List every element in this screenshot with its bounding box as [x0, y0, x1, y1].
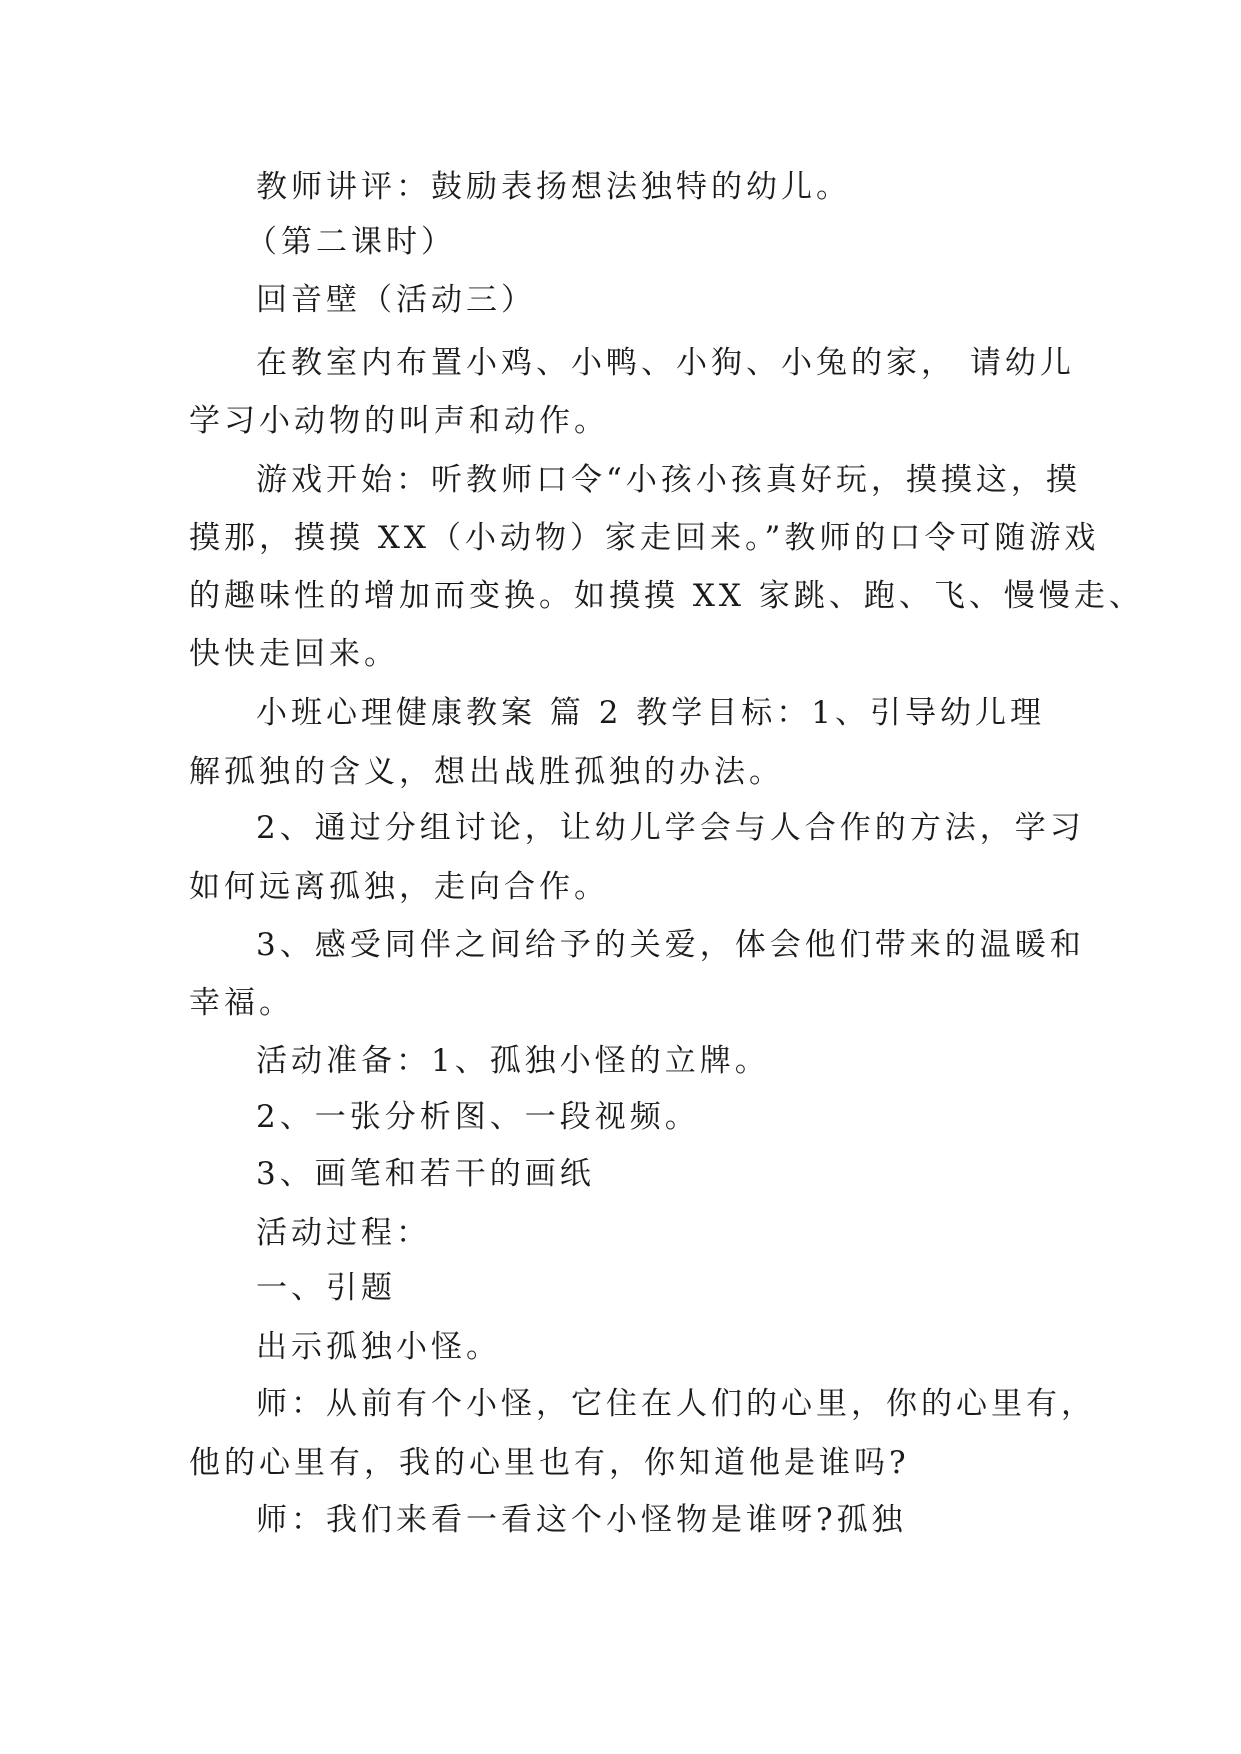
text-line: 的趣味性的增加而变换。如摸摸 XX 家跳、跑、飞、慢慢走、	[189, 578, 1144, 614]
text-line: 解孤独的含义，想出战胜孤独的办法。	[189, 754, 784, 790]
text-line: 如何远离孤独，走向合作。	[189, 869, 609, 905]
text-line: 2、一张分析图、一段视频。	[256, 1099, 700, 1135]
text-line: （第二课时）	[246, 224, 456, 260]
text-line: 一、引题	[256, 1270, 396, 1306]
text-line: 教师讲评：鼓励表扬想法独特的幼儿。	[256, 169, 851, 205]
text-line: 活动过程：	[256, 1215, 431, 1251]
text-line: 2、通过分组讨论，让幼儿学会与人合作的方法，学习	[256, 810, 1085, 846]
text-line: 幸福。	[189, 985, 294, 1021]
text-line: 学习小动物的叫声和动作。	[189, 403, 609, 439]
text-line: 3、感受同伴之间给予的关爱，体会他们带来的温暖和	[256, 927, 1085, 963]
text-line: 3、画笔和若干的画纸	[256, 1156, 595, 1192]
text-line: 出示孤独小怪。	[256, 1329, 501, 1365]
text-line: 师：从前有个小怪，它住在人们的心里，你的心里有，	[256, 1386, 1096, 1422]
text-line: 小班心理健康教案 篇 2 教学目标：1、引导幼儿理	[256, 695, 1046, 731]
text-line: 游戏开始：听教师口令“小孩小孩真好玩，摸摸这，摸	[256, 462, 1081, 498]
text-line: 师：我们来看一看这个小怪物是谁呀?孤独	[256, 1502, 907, 1538]
text-line: 摸那，摸摸 XX（小动物）家走回来。”教师的口令可随游戏	[189, 520, 1100, 556]
text-line: 他的心里有，我的心里也有，你知道他是谁吗?	[189, 1445, 910, 1481]
text-line: 回音壁（活动三）	[256, 282, 536, 318]
text-line: 活动准备：1、孤独小怪的立牌。	[256, 1043, 770, 1079]
text-line: 快快走回来。	[189, 636, 399, 672]
text-line: 在教室内布置小鸡、小鸭、小狗、小兔的家， 请幼儿	[256, 345, 1075, 381]
